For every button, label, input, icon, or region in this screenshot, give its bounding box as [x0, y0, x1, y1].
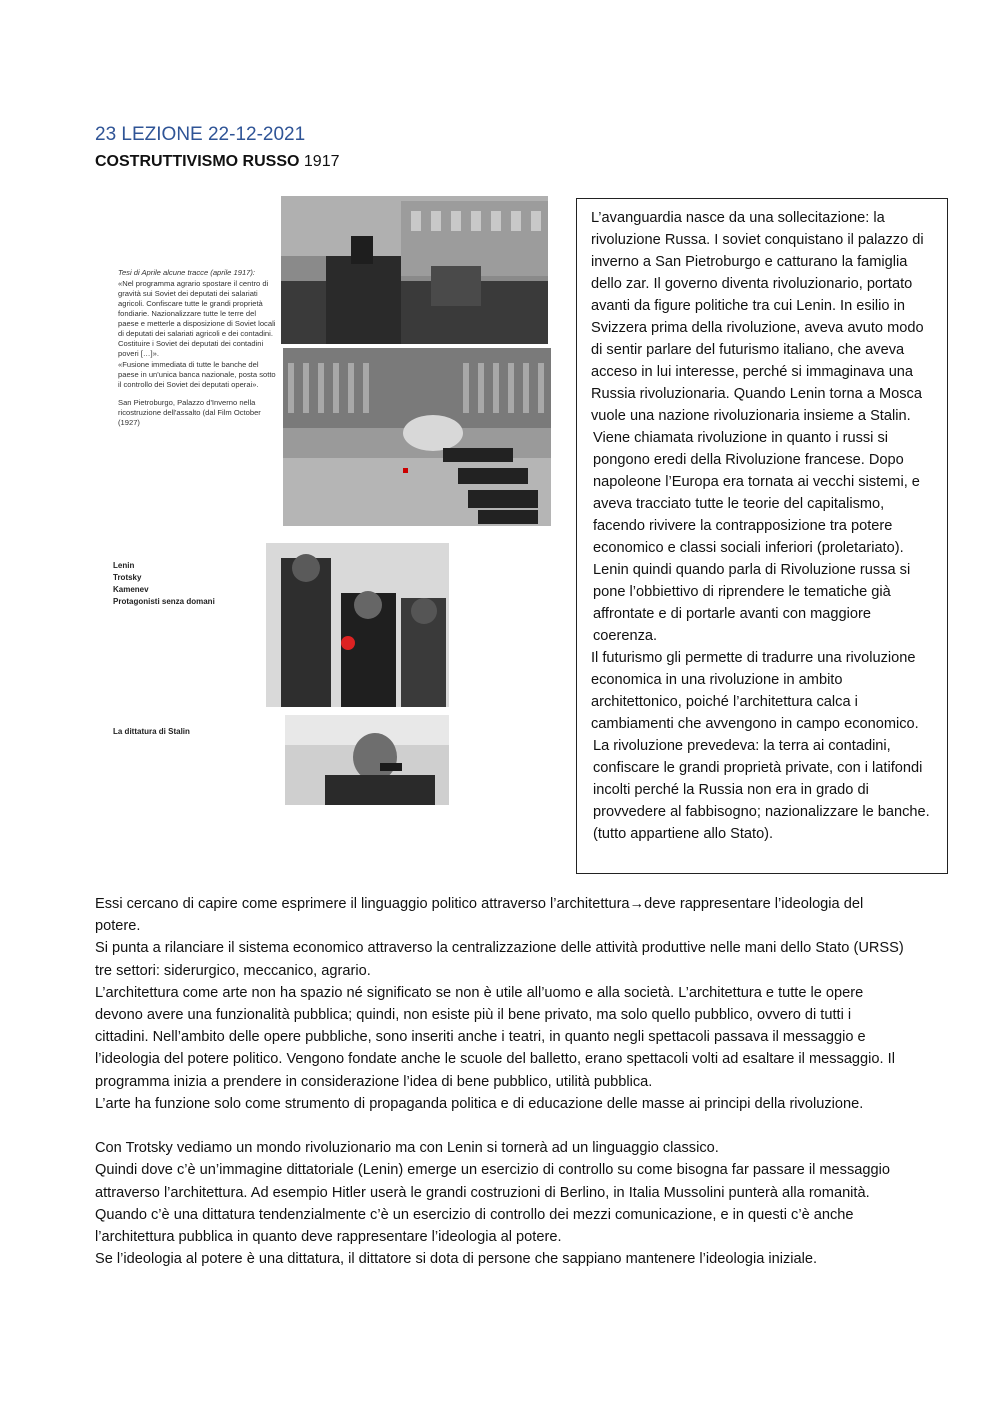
- tesi-quote-2: «Fusione immediata di tutte le banche del paese in un'unica banca nazionale, posta sotto il controllo dei Soviet dei deputati operai».: [118, 360, 276, 389]
- body-blank-line: [95, 1115, 907, 1137]
- lecture-title: 23 LEZIONE 22-12-2021: [95, 124, 306, 145]
- textbox-paragraph: Viene chiamata rivoluzione in quanto i russi si pongono eredi della Rivoluzione francese. Dopo napoleone l’Europa era tornata ai vecchi sistemi, e aveva tracciato tutte le teorie del capitalismo, facendo rivivere la contrapposizione tra potere economico e classi sociali inferiori (proletariato). Lenin quindi quando parla di Rivoluzione russa si pone l’obbiettivo di riprendere le tematiche già affrontate e di portarle avanti con maggiore coerenza.: [593, 430, 920, 644]
- body-paragraph: Quando c’è una dittatura tendenzialmente c’è un esercizio di controllo dei mezzi comunicazione, e in questi c’è anche l’architettura pubblica in quanto deve rappresentare l’ideologia al potere.: [95, 1206, 854, 1246]
- body-paragraph: L’arte ha funzione solo come strumento di propaganda politica e di educazione delle masse ai principi della rivoluzione.: [95, 1095, 864, 1112]
- body-paragraph: Si punta a rilanciare il sistema economico attraverso la centralizzazione delle attività produttive nelle mani dello Stato (URSS) tre settori: siderurgico, meccanico, agrario.: [95, 940, 904, 979]
- body-paragraph: Essi cercano di capire come esprimere il linguaggio politico attraverso l’architettura→deve rappresentare l’ideologia del potere.: [95, 896, 864, 935]
- textbox-revolution: [576, 198, 948, 874]
- tesi-title: Tesi di Aprile alcune tracce (aprile 1917):: [118, 268, 256, 277]
- names-caption: [113, 560, 215, 608]
- textbox-paragraph: L’avanguardia nasce da una sollecitazione: la rivoluzione Russa. I soviet conquistano il palazzo di inverno a San Pietroburgo e catturano la famiglia dello zar. Il governo diventa rivoluzionario, portato avanti da figure politiche tra cui Lenin. In esilio in Svizzera prima della rivoluzione, aveva avuto modo di sentir parlare del futurismo italiano, che aveva acceso in lui interesse, perché si immaginava una Russia rivoluzionaria. Quando Lenin torna a Mosca vuole una nazione rivoluzionaria insieme a Stalin.: [591, 210, 924, 424]
- tesi-quote-1: «Nel programma agrario spostare il centro di gravità sui Soviet dei deputati dei salariati agricoli. Confiscare tutte le grandi proprietà fondiarie. Nazionalizzare tutte le terre del paese e metterle a disposizione di Soviet locali di deputati dei salariati agricoli e dei contadini. Costituire i Soviet dei deputati dei contadini poveri […]».: [118, 279, 276, 358]
- body-text: [95, 893, 907, 1270]
- photo-lenin-speech: [281, 196, 548, 344]
- tesi-caption: [118, 268, 278, 428]
- name-trotsky: Trotsky: [113, 573, 142, 582]
- body-paragraph: Se l’ideologia al potere è una dittatura, il dittatore si dota di persone che sappiano mantenere l’ideologia iniziale.: [95, 1251, 818, 1268]
- section-year: 1917: [303, 153, 340, 170]
- photo-winter-palace-assault: [283, 348, 551, 526]
- body-paragraph: Quindi dove c’è un’immagine dittatoriale (Lenin) emerge un esercizio di controllo su come bisogna far passare il messaggio attraverso l’architettura. Ad esempio Hitler userà le grandi costruzioni di Berlino, in Italia Mussolini punterà alla romanità.: [95, 1162, 890, 1201]
- textbox-paragraph: La rivoluzione prevedeva: la terra ai contadini, confiscare le grandi proprietà private, con i latifondi incolti perché la Russia non era in grado di provvedere al fabbisogno; nazionalizzare le banche. (tutto appartiene allo Stato).: [593, 738, 930, 842]
- name-kamenev: Kamenev: [113, 585, 149, 594]
- name-protagonists: Protagonisti senza domani: [113, 597, 215, 606]
- stalin-caption: La dittatura di Stalin: [113, 727, 190, 736]
- section-title: [95, 153, 340, 171]
- section-title-bold: COSTRUTTIVISMO RUSSO: [95, 153, 300, 170]
- palace-caption: San Pietroburgo, Palazzo d'Inverno nella ricostruzione dell'assalto (dal Film October (1927): [118, 398, 261, 427]
- body-paragraph: Con Trotsky vediamo un mondo rivoluzionario ma con Lenin si tornerà ad un linguaggio classico.: [95, 1140, 719, 1157]
- body-paragraph: L’architettura come arte non ha spazio né significato se non è utile all’uomo e alla società. L’architettura e tutte le opere devono avere una funzionalità pubblica; quindi, non esiste più il bene privato, ma solo quello pubblico, ovvero di tutti i cittadini. Nell’ambito delle opere pubbliche, sono inseriti anche i teatri, in quanto negli spettacoli passava il messaggio e l’ideologia del potere politico. Vengono fondate anche le scuole del balletto, erano spettacoli volti ad esaltare il messaggio. Il programma inizia a prendere in considerazione l’idea di bene pubblico, utilità pubblica.: [95, 984, 895, 1090]
- photo-lenin-trotsky-kamenev: [266, 543, 449, 707]
- photo-stalin: [285, 715, 449, 805]
- textbox-paragraph: Il futurismo gli permette di tradurre una rivoluzione economica in una rivoluzione in ambito architettonico, poiché l’architettura calca i cambiamenti che avvengono in campo economico.: [591, 650, 919, 732]
- name-lenin: Lenin: [113, 561, 135, 570]
